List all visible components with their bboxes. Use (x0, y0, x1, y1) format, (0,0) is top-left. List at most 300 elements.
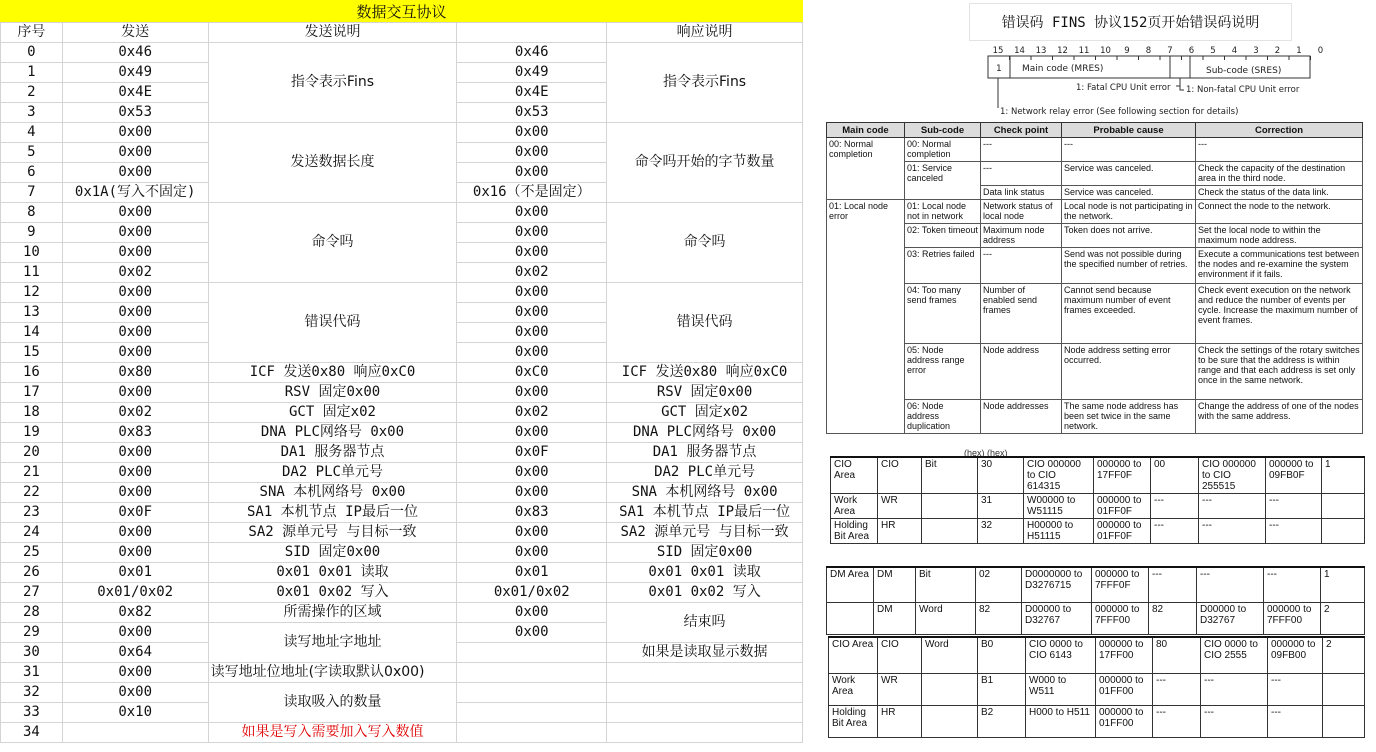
area-cell: HR (878, 519, 922, 544)
area-row (829, 637, 1365, 673)
seq-cell[interactable]: 17 (1, 383, 63, 403)
area-cell: D00000 to D32767 (1022, 602, 1092, 634)
area-cell: --- (1266, 494, 1322, 519)
send-cell[interactable]: 0x00 (62, 283, 208, 303)
send-cell[interactable]: 0x00 (62, 303, 208, 323)
main-code-label: Main code (MRES) (1022, 64, 1104, 74)
header-cell[interactable]: 发送 (62, 23, 208, 43)
resp-cell[interactable]: 0x00 (457, 123, 607, 143)
seq-cell[interactable]: 27 (1, 583, 63, 603)
send-cell[interactable]: 0x00 (62, 443, 208, 463)
bit-number: 7 (1167, 46, 1173, 56)
send-cell[interactable]: 0x00 (62, 683, 208, 703)
resp-desc-cell[interactable]: 命令吗 (607, 203, 803, 283)
send-cell[interactable]: 0x01 (62, 563, 208, 583)
resp-cell[interactable]: 0xC0 (457, 363, 607, 383)
resp-cell[interactable]: 0x02 (457, 263, 607, 283)
seq-cell[interactable]: 29 (1, 623, 63, 643)
header-cell[interactable] (457, 23, 607, 43)
header-cell[interactable]: 发送说明 (208, 23, 457, 43)
send-desc-cell[interactable]: 错误代码 (208, 283, 457, 363)
area-cell (1323, 673, 1365, 705)
codes-cell: Change the address of one of the nodes with the same address. (1196, 400, 1363, 434)
area-cell: DM (874, 602, 916, 634)
codes-row (827, 344, 1363, 400)
send-desc-cell[interactable]: 读写地址位地址(字读取默认0x00) (208, 663, 457, 683)
seq-cell[interactable]: 9 (1, 223, 63, 243)
resp-cell[interactable]: 0x00 (457, 343, 607, 363)
resp-desc-cell[interactable]: SID 固定0x00 (607, 543, 803, 563)
seq-cell[interactable]: 34 (1, 723, 63, 743)
send-cell[interactable]: 0x00 (62, 143, 208, 163)
resp-cell[interactable] (457, 703, 607, 723)
area-cell: B1 (978, 673, 1026, 705)
seq-cell[interactable]: 18 (1, 403, 63, 423)
resp-cell[interactable]: 0x00 (457, 483, 607, 503)
codes-cell: Service was canceled. (1062, 186, 1196, 200)
codes-cell: 05: Node address range error (905, 344, 981, 400)
resp-desc-cell[interactable]: 0x01 0x01 读取 (607, 563, 803, 583)
resp-desc-cell[interactable]: GCT 固定x02 (607, 403, 803, 423)
codes-cell: Local node is not participating in the network. (1062, 200, 1196, 224)
resp-cell[interactable]: 0x00 (457, 243, 607, 263)
codes-row (827, 138, 1363, 162)
codes-cell: Node address (981, 344, 1062, 400)
seq-cell[interactable]: 7 (1, 183, 63, 203)
table-row (1, 683, 803, 703)
header-row (1, 23, 803, 43)
bit-number: 3 (1253, 46, 1259, 56)
area-cell (922, 673, 978, 705)
area-cell: WR (878, 673, 922, 705)
resp-cell[interactable]: 0x00 (457, 463, 607, 483)
resp-desc-cell[interactable]: 结束吗 (607, 603, 803, 643)
table-row (1, 363, 803, 383)
codes-row (827, 400, 1363, 434)
send-cell[interactable]: 0x46 (62, 43, 208, 63)
table-row (1, 583, 803, 603)
send-cell[interactable]: 0x01/0x02 (62, 583, 208, 603)
resp-desc-cell[interactable]: 指令表示Fins (607, 43, 803, 123)
resp-desc-cell[interactable]: 命令吗开始的字节数量 (607, 123, 803, 203)
header-cell[interactable]: 响应说明 (607, 23, 803, 43)
resp-desc-cell[interactable]: SNA 本机网络号 0x00 (607, 483, 803, 503)
send-cell[interactable]: 0x0F (62, 503, 208, 523)
table-row (1, 123, 803, 143)
seq-cell[interactable]: 3 (1, 103, 63, 123)
table-row (1, 543, 803, 563)
resp-cell[interactable]: 0x00 (457, 223, 607, 243)
area-cell (922, 494, 978, 519)
codes-cell (827, 400, 905, 434)
bit-number: 8 (1145, 46, 1152, 56)
send-desc-cell[interactable]: DNA PLC网络号 0x00 (208, 423, 457, 443)
resp-cell[interactable]: 0x00 (457, 203, 607, 223)
area-cell: 32 (978, 519, 1024, 544)
area-cell: CIO (878, 457, 922, 494)
codes-cell: Check the status of the data link. (1196, 186, 1363, 200)
protocol-table (0, 22, 803, 743)
resp-cell[interactable]: 0x46 (457, 43, 607, 63)
codes-cell: Token does not arrive. (1062, 224, 1196, 248)
seq-cell[interactable]: 4 (1, 123, 63, 143)
table-row (1, 383, 803, 403)
seq-cell[interactable]: 15 (1, 343, 63, 363)
resp-cell[interactable]: 0x83 (457, 503, 607, 523)
seq-cell[interactable]: 30 (1, 643, 63, 663)
send-cell[interactable]: 0x00 (62, 523, 208, 543)
resp-desc-cell[interactable]: 错误代码 (607, 283, 803, 363)
send-desc-cell[interactable]: ICF 发送0x80 响应0xC0 (208, 363, 457, 383)
area-cell: Bit (916, 567, 976, 602)
send-cell[interactable]: 0x00 (62, 323, 208, 343)
send-desc-cell[interactable]: 如果是写入需要加入写入数值 (208, 723, 457, 743)
codes-row (827, 162, 1363, 186)
seq-cell[interactable]: 24 (1, 523, 63, 543)
seq-cell[interactable]: 33 (1, 703, 63, 723)
area-cell: --- (1266, 519, 1322, 544)
table-row (1, 503, 803, 523)
resp-cell[interactable]: 0x00 (457, 323, 607, 343)
resp-cell[interactable]: 0x01 (457, 563, 607, 583)
resp-desc-cell[interactable]: DA1 服务器节点 (607, 443, 803, 463)
area-row (831, 457, 1365, 494)
area-cell: H00000 to H51115 (1024, 519, 1094, 544)
codes-cell: Send was not possible during the specified number of retries. (1062, 248, 1196, 284)
resp-cell[interactable] (457, 643, 607, 663)
area-cell: Holding Bit Area (831, 519, 878, 544)
table-row (1, 443, 803, 463)
resp-cell[interactable]: 0x49 (457, 63, 607, 83)
codes-cell: 01: Service canceled (905, 162, 981, 186)
send-cell[interactable]: 0x83 (62, 423, 208, 443)
send-cell[interactable]: 0x00 (62, 483, 208, 503)
area-cell: --- (1151, 494, 1199, 519)
send-desc-cell[interactable]: 命令吗 (208, 203, 457, 283)
area-cell: B0 (978, 637, 1026, 673)
send-desc-cell[interactable]: DA2 PLC单元号 (208, 463, 457, 483)
area-cell: 1 (1322, 457, 1365, 494)
send-cell[interactable]: 0x00 (62, 663, 208, 683)
table-row (1, 423, 803, 443)
bit-number: 6 (1188, 46, 1195, 56)
resp-cell[interactable]: 0x53 (457, 103, 607, 123)
send-cell[interactable]: 0x82 (62, 603, 208, 623)
area-row (827, 567, 1365, 602)
codes-cell: 02: Token timeout (905, 224, 981, 248)
table-row (1, 723, 803, 743)
memory-area-table-word (828, 636, 1365, 738)
seq-cell[interactable]: 20 (1, 443, 63, 463)
send-cell[interactable]: 0x00 (62, 243, 208, 263)
area-cell: --- (1153, 705, 1201, 737)
resp-cell[interactable]: 0x00 (457, 623, 607, 643)
resp-cell[interactable]: 0x01/0x02 (457, 583, 607, 603)
seq-cell[interactable]: 21 (1, 463, 63, 483)
codes-cell: 00: Normal completion (827, 138, 905, 162)
send-cell[interactable]: 0x00 (62, 623, 208, 643)
bit-number: 1 (1296, 46, 1302, 56)
codes-cell: Check the capacity of the destination area in the third node. (1196, 162, 1363, 186)
bit-number: 15 (992, 46, 1004, 56)
resp-cell[interactable]: 0x00 (457, 523, 607, 543)
table-row (1, 603, 803, 623)
send-desc-cell[interactable]: 0x01 0x01 读取 (208, 563, 457, 583)
send-desc-cell[interactable]: SNA 本机网络号 0x00 (208, 483, 457, 503)
send-cell[interactable]: 0x10 (62, 703, 208, 723)
table-row (1, 403, 803, 423)
seq-cell[interactable]: 8 (1, 203, 63, 223)
codes-cell: Number of enabled send frames (981, 284, 1062, 344)
send-desc-cell[interactable]: SA2 源单元号 与目标一致 (208, 523, 457, 543)
send-cell[interactable]: 0x00 (62, 223, 208, 243)
resp-cell[interactable]: 0x0F (457, 443, 607, 463)
send-desc-cell[interactable]: 0x01 0x02 写入 (208, 583, 457, 603)
resp-cell[interactable]: 0x4E (457, 83, 607, 103)
codes-cell (905, 186, 981, 200)
sub-code-label: Sub-code (SRES) (1206, 66, 1282, 76)
send-cell[interactable]: 0x00 (62, 163, 208, 183)
bit-number: 4 (1231, 46, 1238, 56)
codes-cell (827, 224, 905, 248)
seq-cell[interactable]: 28 (1, 603, 63, 623)
area-cell: --- (1149, 567, 1197, 602)
codes-cell: The same node address has been set twice in the same network. (1062, 400, 1196, 434)
resp-cell[interactable]: 0x00 (457, 423, 607, 443)
resp-cell[interactable] (457, 723, 607, 743)
resp-desc-cell[interactable]: ICF 发送0x80 响应0xC0 (607, 363, 803, 383)
send-desc-cell[interactable]: 发送数据长度 (208, 123, 457, 203)
resp-desc-cell[interactable]: RSV 固定0x00 (607, 383, 803, 403)
resp-desc-cell[interactable]: SA1 本机节点 IP最后一位 (607, 503, 803, 523)
resp-cell[interactable]: 0x00 (457, 543, 607, 563)
table-row (1, 283, 803, 303)
codes-row (827, 284, 1363, 344)
send-cell[interactable]: 0x53 (62, 103, 208, 123)
area-cell: --- (1153, 673, 1201, 705)
area-cell: 000000 to 09FB0F (1266, 457, 1322, 494)
bit-number: 14 (1014, 46, 1025, 56)
area-cell: Word (916, 602, 976, 634)
seq-cell[interactable]: 0 (1, 43, 63, 63)
area-row (827, 602, 1365, 634)
table-row (1, 563, 803, 583)
send-cell[interactable]: 0x64 (62, 643, 208, 663)
resp-cell[interactable]: 0x02 (457, 403, 607, 423)
error-code-title: 错误码 FINS 协议152页开始错误码说明 (969, 3, 1292, 41)
send-desc-cell[interactable]: SA1 本机节点 IP最后一位 (208, 503, 457, 523)
codes-row (827, 186, 1363, 200)
resp-cell[interactable] (457, 683, 607, 703)
resp-desc-cell[interactable] (607, 683, 803, 703)
send-cell[interactable]: 0x4E (62, 83, 208, 103)
codes-cell: Check the settings of the rotary switches to be sure that the address is within range and that each address is set only once in the same network. (1196, 344, 1363, 400)
area-cell: Work Area (829, 673, 878, 705)
resp-desc-cell[interactable] (607, 703, 803, 723)
seq-cell[interactable]: 25 (1, 543, 63, 563)
area-row (831, 494, 1365, 519)
area-cell: 000000 to 17FF0F (1094, 457, 1151, 494)
area-cell: --- (1197, 567, 1264, 602)
resp-cell[interactable]: 0x00 (457, 303, 607, 323)
area-cell (827, 602, 874, 634)
area-cell: 000000 to 01FF0F (1094, 519, 1151, 544)
bit-number: 9 (1124, 46, 1130, 56)
send-cell[interactable]: 0x00 (62, 123, 208, 143)
resp-desc-cell[interactable]: 0x01 0x02 写入 (607, 583, 803, 603)
codes-cell: 00: Normal completion (905, 138, 981, 162)
codes-header-cell: Correction (1196, 123, 1363, 138)
codes-cell: Network status of local node (981, 200, 1062, 224)
resp-desc-cell[interactable]: SA2 源单元号 与目标一致 (607, 523, 803, 543)
send-desc-cell[interactable]: 所需操作的区域 (208, 603, 457, 623)
send-cell[interactable]: 0x02 (62, 263, 208, 283)
error-code-table (826, 122, 1363, 434)
area-cell: --- (1201, 705, 1268, 737)
area-cell: DM (874, 567, 916, 602)
codes-cell: Maximum node address (981, 224, 1062, 248)
seq-cell[interactable]: 32 (1, 683, 63, 703)
codes-cell: 01: Local node error (827, 200, 905, 224)
codes-cell (827, 284, 905, 344)
area-cell: D0000000 to D3276715 (1022, 567, 1092, 602)
send-cell[interactable]: 0x49 (62, 63, 208, 83)
seq-cell[interactable]: 10 (1, 243, 63, 263)
seq-cell[interactable]: 23 (1, 503, 63, 523)
area-cell: CIO 0000 to CIO 2555 (1201, 637, 1268, 673)
area-cell: CIO 0000 to CIO 6143 (1026, 637, 1096, 673)
resp-desc-cell[interactable] (607, 663, 803, 683)
codes-cell: 03: Retries failed (905, 248, 981, 284)
bit-number: 11 (1078, 46, 1090, 56)
table-row (1, 203, 803, 223)
codes-row (827, 224, 1363, 248)
seq-cell[interactable]: 6 (1, 163, 63, 183)
memory-area-table-dm (826, 566, 1365, 635)
area-row (831, 519, 1365, 544)
area-table-cropped-header: (hex) (hex) (964, 448, 1008, 458)
sheet-title: 数据交互协议 (0, 0, 803, 22)
codes-cell (827, 186, 905, 200)
bit-number: 0 (1317, 46, 1324, 56)
send-cell[interactable]: 0x1A(写入不固定) (62, 183, 208, 203)
codes-cell: --- (1196, 138, 1363, 162)
area-cell: 82 (976, 602, 1022, 634)
send-desc-cell[interactable]: SID 固定0x00 (208, 543, 457, 563)
area-cell: --- (1201, 673, 1268, 705)
seq-cell[interactable]: 14 (1, 323, 63, 343)
seq-cell[interactable]: 16 (1, 363, 63, 383)
bit-number: 13 (1035, 46, 1047, 56)
area-cell: 02 (976, 567, 1022, 602)
table-row (1, 663, 803, 683)
area-cell (1322, 519, 1365, 544)
send-cell[interactable]: 0x00 (62, 203, 208, 223)
seq-cell[interactable]: 5 (1, 143, 63, 163)
codes-cell: 06: Node address duplication (905, 400, 981, 434)
resp-cell[interactable]: 0x00 (457, 163, 607, 183)
area-cell: DM Area (827, 567, 874, 602)
seq-cell[interactable]: 11 (1, 263, 63, 283)
resp-cell[interactable]: 0x00 (457, 283, 607, 303)
area-cell: --- (1264, 567, 1321, 602)
codes-header-cell: Main code (827, 123, 905, 138)
area-cell: 82 (1149, 602, 1197, 634)
codes-header-cell: Sub-code (905, 123, 981, 138)
seq-cell[interactable]: 19 (1, 423, 63, 443)
fins-doc-panel (804, 0, 1376, 752)
send-desc-cell[interactable]: RSV 固定0x00 (208, 383, 457, 403)
seq-cell[interactable]: 22 (1, 483, 63, 503)
send-desc-cell[interactable]: 读取吸入的数量 (208, 683, 457, 723)
area-cell: B2 (978, 705, 1026, 737)
codes-header-cell: Probable cause (1062, 123, 1196, 138)
codes-cell (827, 248, 905, 284)
area-cell: H000 to H511 (1026, 705, 1096, 737)
area-cell: --- (1199, 519, 1266, 544)
resp-desc-cell[interactable]: DNA PLC网络号 0x00 (607, 423, 803, 443)
resp-cell[interactable]: 0x00 (457, 383, 607, 403)
resp-cell[interactable]: 0x00 (457, 603, 607, 623)
send-desc-cell[interactable]: 读写地址字地址 (208, 623, 457, 663)
codes-cell: Execute a communications test between the nodes and re-examine the system environment if it fails. (1196, 248, 1363, 284)
header-cell[interactable]: 序号 (1, 23, 63, 43)
area-cell: 000000 to 09FB00 (1268, 637, 1323, 673)
area-cell: 000000 to 7FFF00 (1092, 602, 1149, 634)
send-cell[interactable]: 0x80 (62, 363, 208, 383)
area-cell (922, 519, 978, 544)
seq-cell[interactable]: 26 (1, 563, 63, 583)
send-cell[interactable]: 0x00 (62, 543, 208, 563)
resp-desc-cell[interactable]: 如果是读取显示数据 (607, 643, 803, 663)
send-cell[interactable]: 0x00 (62, 343, 208, 363)
codes-cell: Set the local node to within the maximum node address. (1196, 224, 1363, 248)
area-cell: 31 (978, 494, 1024, 519)
area-cell: HR (878, 705, 922, 737)
codes-cell: --- (981, 138, 1062, 162)
send-cell[interactable] (62, 723, 208, 743)
area-cell: CIO Area (829, 637, 878, 673)
seq-cell[interactable]: 12 (1, 283, 63, 303)
codes-cell: --- (981, 162, 1062, 186)
bit-number: 5 (1210, 46, 1216, 56)
area-cell: Holding Bit Area (829, 705, 878, 737)
area-cell: CIO (878, 637, 922, 673)
send-cell[interactable]: 0x02 (62, 403, 208, 423)
resp-desc-cell[interactable]: DA2 PLC单元号 (607, 463, 803, 483)
send-desc-cell[interactable]: GCT 固定x02 (208, 403, 457, 423)
resp-desc-cell[interactable] (607, 723, 803, 743)
relay-error-note: 1: Network relay error (See following section for details) (1000, 107, 1239, 117)
resp-cell[interactable] (457, 663, 607, 683)
bit-number: 12 (1057, 46, 1068, 56)
send-desc-cell[interactable]: DA1 服务器节点 (208, 443, 457, 463)
send-desc-cell[interactable]: 指令表示Fins (208, 43, 457, 123)
codes-cell: Data link status (981, 186, 1062, 200)
send-cell[interactable]: 0x00 (62, 463, 208, 483)
resp-cell[interactable]: 0x00 (457, 143, 607, 163)
resp-cell[interactable]: 0x16（不是固定） (457, 183, 607, 203)
seq-cell[interactable]: 2 (1, 83, 63, 103)
codes-cell: Node address setting error occurred. (1062, 344, 1196, 400)
send-cell[interactable]: 0x00 (62, 383, 208, 403)
codes-cell: --- (1062, 138, 1196, 162)
seq-cell[interactable]: 13 (1, 303, 63, 323)
area-cell: D00000 to D32767 (1197, 602, 1264, 634)
seq-cell[interactable]: 1 (1, 63, 63, 83)
seq-cell[interactable]: 31 (1, 663, 63, 683)
area-cell: 000000 to 01FF00 (1096, 673, 1153, 705)
